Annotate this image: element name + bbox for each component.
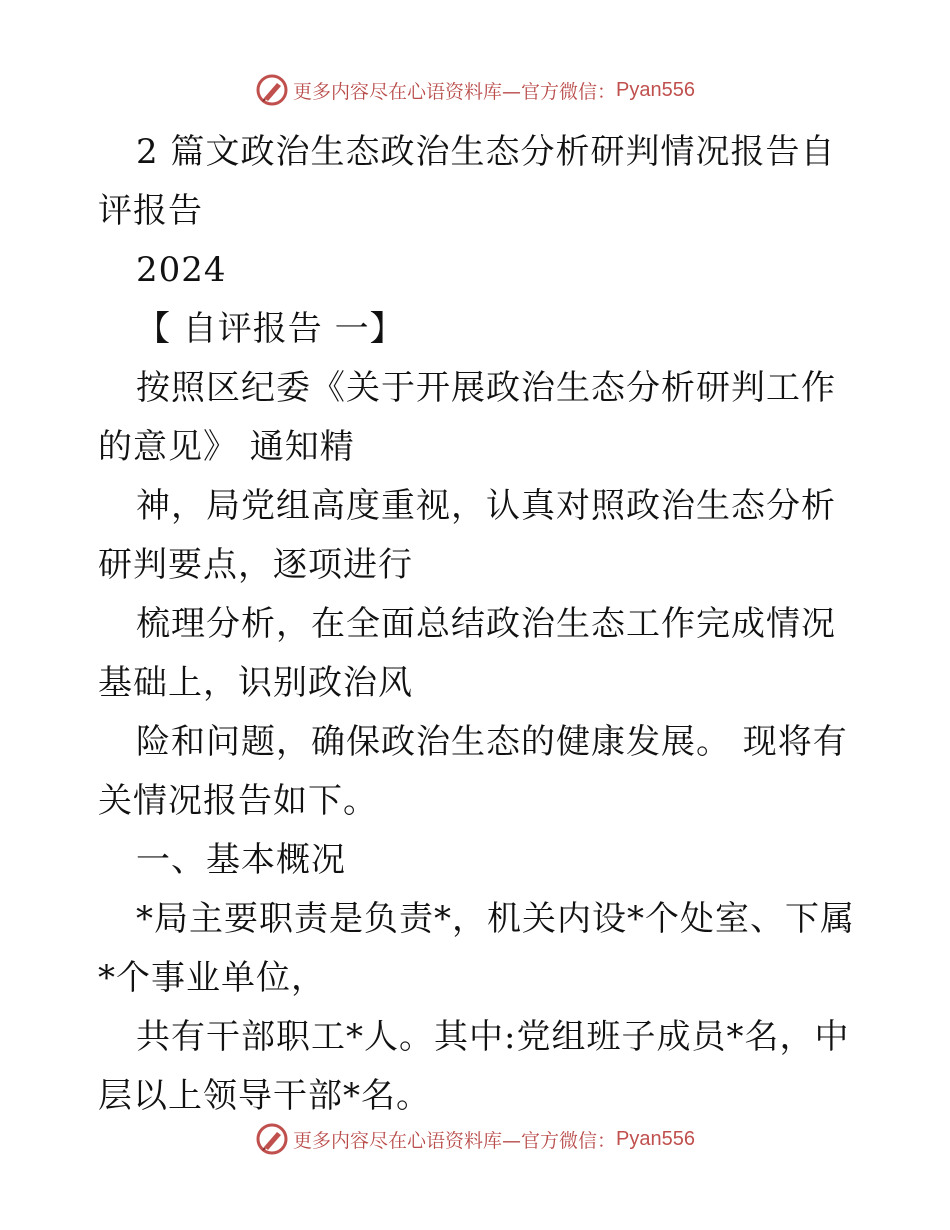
paragraph-2: 神，局党组高度重视，认真对照政治生态分析研判要点，逐项进行 xyxy=(98,486,836,585)
section-heading-basic-overview: 一、基本概况 xyxy=(136,840,346,880)
watermark-banner-bottom xyxy=(0,1119,950,1159)
paragraph-5: *局主要职责是负责*，机关内设*个处室、下属*个事业单位， xyxy=(98,899,855,998)
watermark-wechat-id: Pyan556 xyxy=(616,1127,695,1150)
paragraph-4: 险和问题，确保政治生态的健康发展。 现将有关情况报告如下。 xyxy=(98,722,848,821)
watermark-text: 更多内容尽在心语资料库—官方微信： xyxy=(293,80,617,103)
document-title: 2 篇文政治生态政治生态分析研判情况报告自评报告 xyxy=(98,132,836,231)
section-label: 【 自评报告 一】 xyxy=(136,309,405,349)
watermark-text: 更多内容尽在心语资料库—官方微信： xyxy=(293,1129,617,1152)
pen-logo-icon xyxy=(255,1122,289,1156)
pen-logo-icon xyxy=(255,73,289,107)
paragraph-3: 梳理分析，在全面总结政治生态工作完成情况基础上，识别政治风 xyxy=(98,604,836,703)
watermark-wechat-id: Pyan556 xyxy=(616,78,695,101)
paragraph-1: 按照区纪委《关于开展政治生态分析研判工作的意见》 通知精 xyxy=(98,368,836,467)
document-year: 2024 xyxy=(136,250,227,290)
document-body xyxy=(98,123,858,1126)
paragraph-6: 共有干部职工*人。其中:党组班子成员*名，中层以上领导干部*名。 xyxy=(98,1017,850,1116)
watermark-banner-top xyxy=(0,70,950,110)
